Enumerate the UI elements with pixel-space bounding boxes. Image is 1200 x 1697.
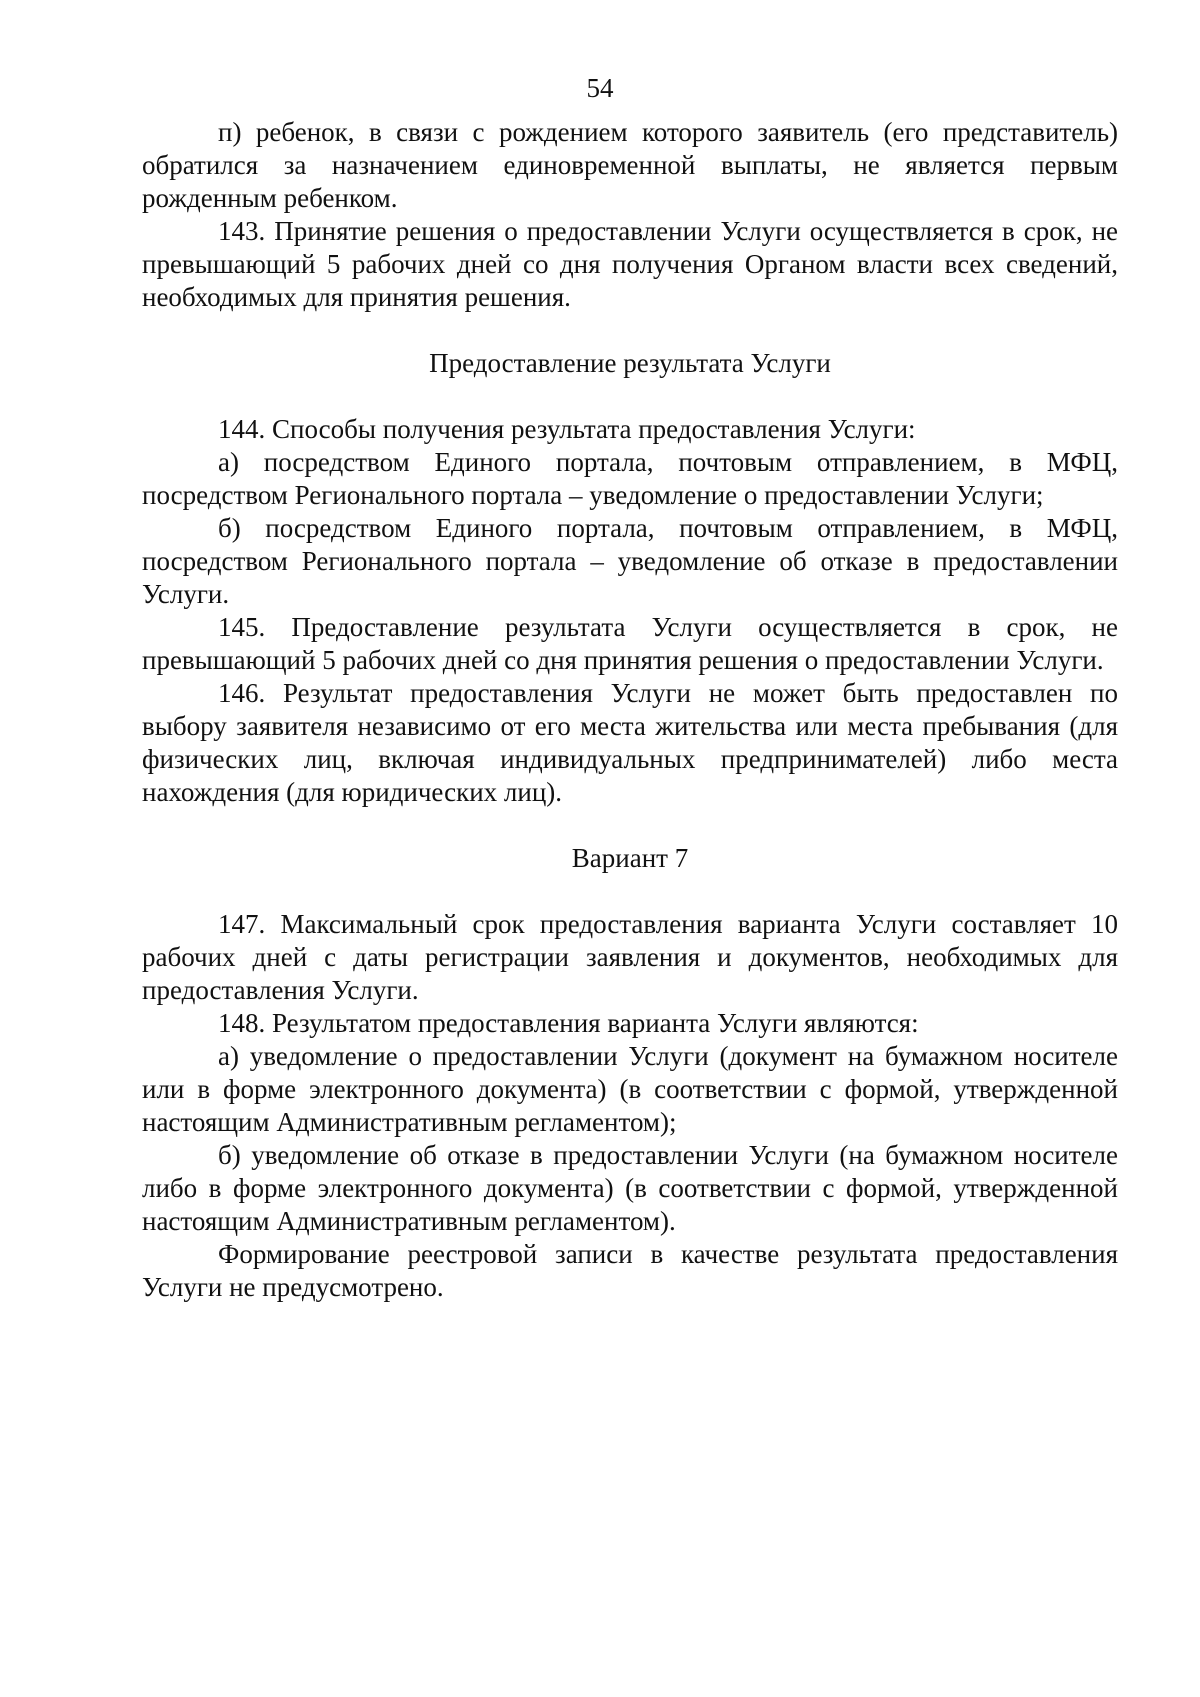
paragraph-144-b: б) посредством Единого портала, почтовым отправлением, в МФЦ, посредством Регионального портала – уведомление об отказе в предоставлении Услуги. (142, 513, 1118, 609)
section-heading-variant: Вариант 7 (571, 843, 689, 873)
paragraph-147: 147. Максимальный срок предоставления варианта Услуги составляет 10 рабочих дней с даты регистрации заявления и документов, необходимых для предоставления Услуги. (142, 909, 1118, 1005)
document-body (142, 116, 1118, 1304)
paragraph-148-b: б) уведомление об отказе в предоставлении Услуги (на бумажном носителе либо в форме электронного документа) (в соответствии с формой, утвержденной настоящим Административным регламентом). (142, 1140, 1118, 1236)
paragraph-146: 146. Результат предоставления Услуги не может быть предоставлен по выбору заявителя независимо от его места жительства или места пребывания (для физических лиц, включая индивидуальных предпринимателей) либо места нахождения (для юридических лиц). (142, 678, 1118, 807)
page-number: 54 (586, 73, 614, 103)
section-heading-result: Предоставление результата Услуги (429, 348, 831, 378)
paragraph-144: 144. Способы получения результата предоставления Услуги: (218, 414, 916, 444)
paragraph-registry: Формирование реестровой записи в качестве результата предоставления Услуги не предусмотрено. (142, 1239, 1118, 1302)
paragraph-143: 143. Принятие решения о предоставлении Услуги осуществляется в срок, не превышающий 5 рабочих дней со дня получения Органом власти всех сведений, необходимых для принятия решения. (142, 216, 1118, 312)
paragraph-148: 148. Результатом предоставления варианта Услуги являются: (218, 1008, 919, 1038)
paragraph-144-a: а) посредством Единого портала, почтовым отправлением, в МФЦ, посредством Регионального портала – уведомление о предоставлении Услуги; (142, 447, 1118, 510)
paragraph-148-a: а) уведомление о предоставлении Услуги (документ на бумажном носителе или в форме электронного документа) (в соответствии с формой, утвержденной настоящим Административным регламентом); (142, 1041, 1118, 1137)
paragraph-p: п) ребенок, в связи с рождением которого заявитель (его представитель) обратился за назначением единовременной выплаты, не является первым рожденным ребенком. (142, 117, 1118, 213)
paragraph-145: 145. Предоставление результата Услуги осуществляется в срок, не превышающий 5 рабочих дней со дня принятия решения о предоставлении Услуги. (142, 612, 1118, 675)
